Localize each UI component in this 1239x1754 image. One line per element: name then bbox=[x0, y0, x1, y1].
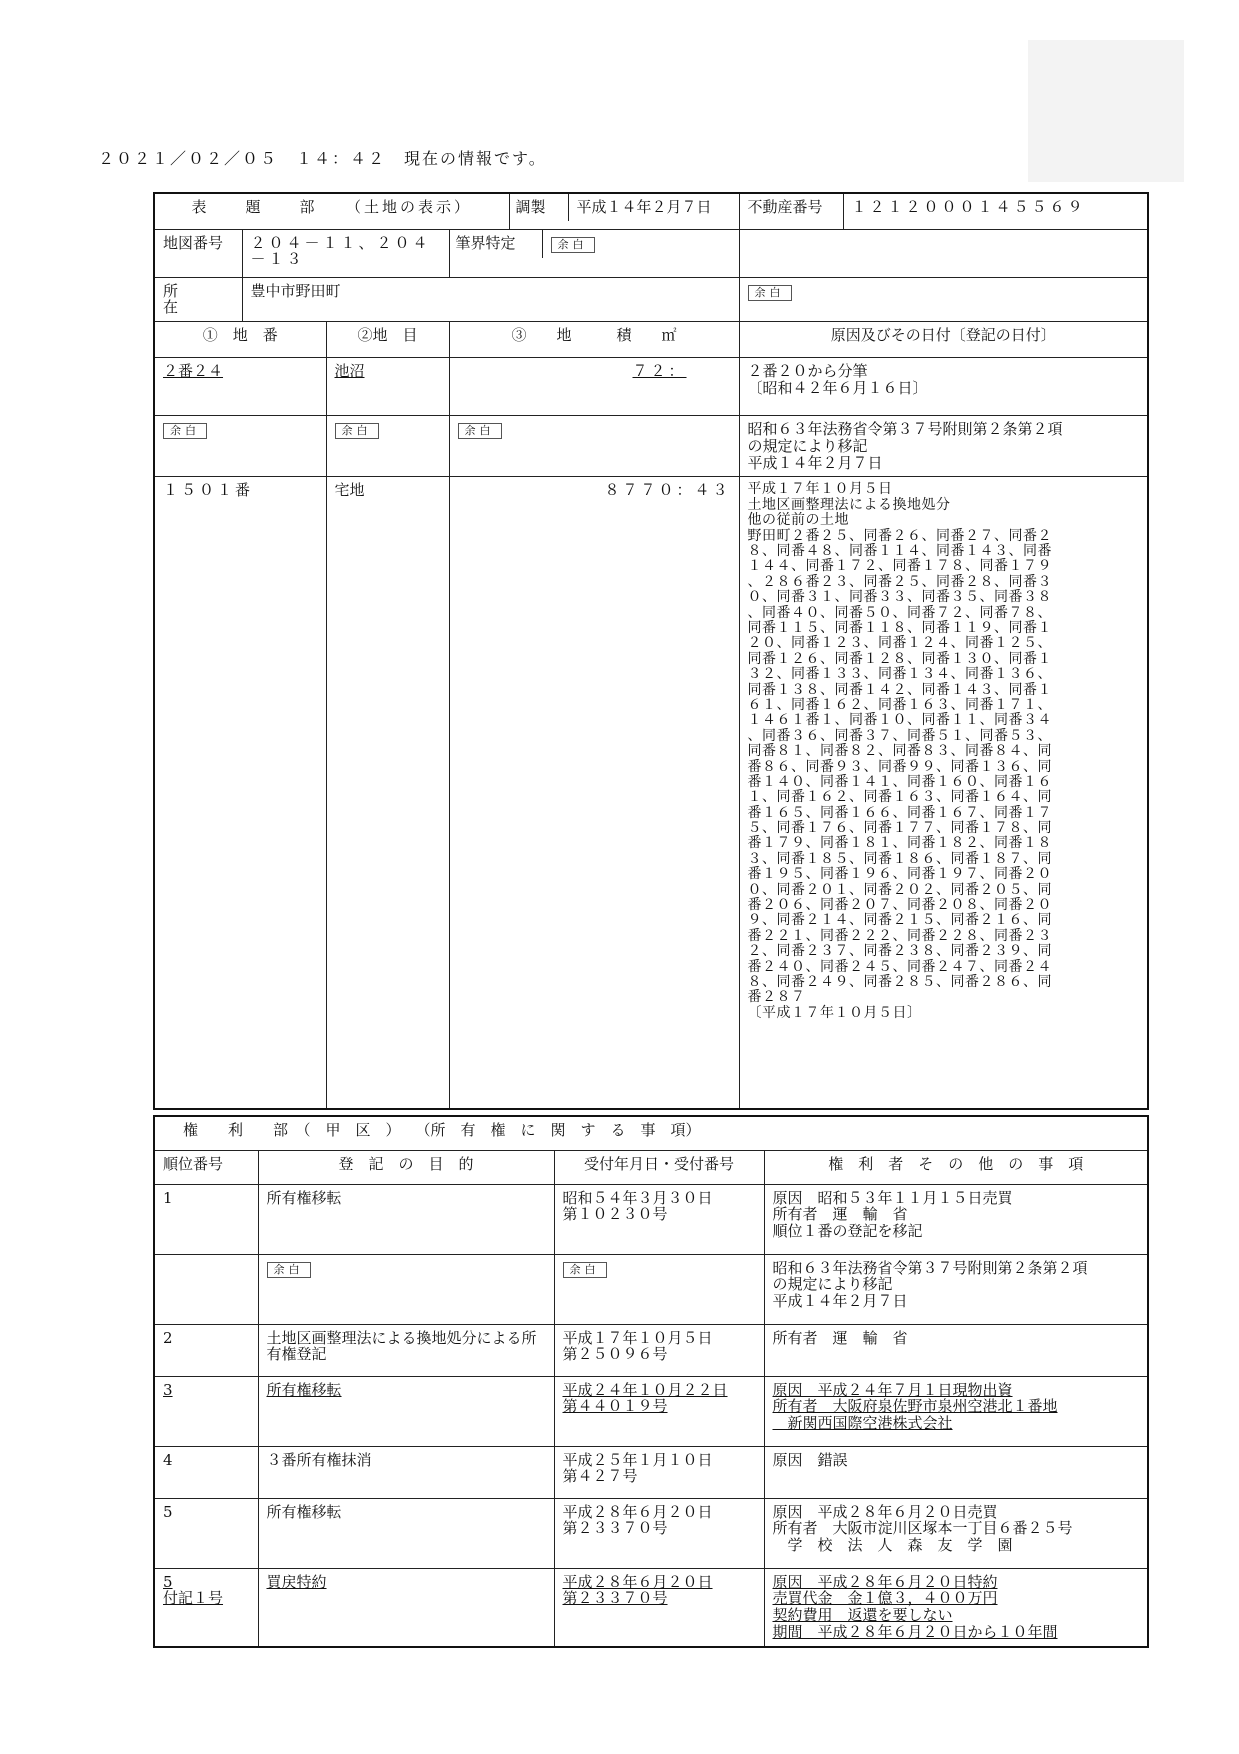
receipt: 平成２８年６月２０日 第２３３７０号 bbox=[554, 1498, 764, 1568]
cause: ２番２０から分筆 〔昭和４２年６月１６日〕 bbox=[739, 358, 1148, 416]
details: 昭和６３年法務省令第３７号附則第２条第２項 の規定により移記 平成１４年２月７日 bbox=[764, 1254, 1148, 1324]
kenri-row bbox=[154, 1324, 1148, 1376]
chiseki: ７２： bbox=[449, 358, 739, 416]
hyodai-row bbox=[154, 477, 1148, 1109]
hyodai-row bbox=[154, 416, 1148, 477]
chizu-blank bbox=[739, 229, 1148, 277]
yohaku-stamp: 余白 bbox=[458, 423, 502, 439]
purpose: 買戻特約 bbox=[258, 1568, 554, 1647]
col-header-details: 権 利 者 そ の 他 の 事 項 bbox=[764, 1150, 1148, 1184]
col-header-rank: 順位番号 bbox=[154, 1150, 258, 1184]
chizu-value: ２０４－１１、２０４－１３ bbox=[242, 229, 449, 277]
yohaku-stamp: 余白 bbox=[563, 1262, 607, 1278]
purpose: 土地区画整理法による換地処分による所有権登記 bbox=[258, 1324, 554, 1376]
chiban: ２番２４ bbox=[154, 358, 326, 416]
chiban: １５０１番 bbox=[154, 477, 326, 1109]
kenri-row bbox=[154, 1498, 1148, 1568]
yohaku-stamp: 余白 bbox=[748, 285, 792, 301]
rank: 2 bbox=[154, 1324, 258, 1376]
info-timestamp-line: ２０２１／０２／０５ １４：４２ 現在の情報です。 bbox=[98, 149, 547, 168]
cause: 昭和６３年法務省令第３７号附則第２条第２項 の規定により移記 平成１４年２月７日 bbox=[739, 416, 1148, 477]
shozai-value: 豊中市野田町 bbox=[242, 277, 739, 322]
yohaku-stamp: 余白 bbox=[163, 423, 207, 439]
details: 原因 昭和５３年１１月１５日売買 所有者 運 輸 省 順位１番の登記を移記 bbox=[764, 1184, 1148, 1254]
receipt: 平成１７年１０月５日 第２５０９６号 bbox=[554, 1324, 764, 1376]
rank: 1 bbox=[154, 1184, 258, 1254]
col-header-receipt: 受付年月日・受付番号 bbox=[554, 1150, 764, 1184]
chizu-label: 地図番号 bbox=[154, 229, 242, 277]
shozai-label: 所 在 bbox=[154, 277, 242, 322]
cause: 平成１７年１０月５日 土地区画整理法による換地処分 他の従前の土地 野田町２番２５、同番２６、同番２７、同番２ ８、同番４８、同番１１４、同番１４３、同番 １４４、同番１７２、同番１７８、同番１７９ 、２８６番２３、同番２５、同番２８、同番３ ０、同番３１、同番３３、同番３５、同番３８ 、同番４０、同番５０、同番７２、同番７８、 同番１１５、同番１１８、同番１１９、同番１ ２０、同番１２３、同番１２４、同番１２５、 同番１２６、同番１２８、同番１３０、同番１ ３２、同番１３３、同番１３４、同番１３６、 同番１３８、同番１４２、同番１４３、同番１ ６１、同番１６２、同番１６３、同番１７１、 １４６１番１、同番１０、同番１１、同番３４ 、同番３６、同番３７、同番５１、同番５３、 同番８１、同番８２、同番８３、同番８４、同 番８６、同番９３、同番９９、同番１３６、同 番１４０、同番１４１、同番１６０、同番１６ １、同番１６２、同番１６３、同番１６４、同 番１６５、同番１６６、同番１６７、同番１７ ５、同番１７６、同番１７７、同番１７８、同 番１７９、同番１８１、同番１８２、同番１８ ３、同番１８５、同番１８６、同番１８７、同 番１９５、同番１９６、同番１９７、同番２０ ０、同番２０１、同番２０２、同番２０５、同 番２０６、同番２０７、同番２０８、同番２０ ９、同番２１４、同番２１５、同番２１６、同 番２２１、同番２２２、同番２２８、同番２３ ２、同番２３７、同番２３８、同番２３９、同 番２４０、同番２４５、同番２４７、同番２４ ８、同番２４９、同番２８５、同番２８６、同 番２８７ 〔平成１７年１０月５日〕 bbox=[739, 477, 1148, 1109]
col-header-chiseki: ③ 地 積 ㎡ bbox=[449, 322, 739, 358]
chosei-label: 調製 bbox=[510, 194, 569, 221]
rank: 5 付記１号 bbox=[154, 1568, 258, 1647]
purpose: ３番所有権抹消 bbox=[258, 1446, 554, 1498]
kenri-table bbox=[153, 1115, 1149, 1648]
details: 所有者 運 輸 省 bbox=[764, 1324, 1148, 1376]
fudosan-number: １２１２０００１４５５６９ bbox=[843, 193, 1148, 229]
kenri-row bbox=[154, 1376, 1148, 1446]
hyodai-row bbox=[154, 358, 1148, 416]
chiseki: ８７７０：４３ bbox=[449, 477, 739, 1109]
col-header-purpose: 登 記 の 目 的 bbox=[258, 1150, 554, 1184]
yohaku-stamp: 余白 bbox=[551, 237, 595, 253]
shozai-yohaku bbox=[739, 277, 1148, 322]
receipt: 昭和５４年３月３０日 第１０２３０号 bbox=[554, 1184, 764, 1254]
hyodai-title: 表 題 部 （土地の表示） bbox=[154, 193, 509, 229]
chosei-date: 平成１４年２月７日 bbox=[576, 198, 712, 216]
details: 原因 平成２８年６月２０日特約 売買代金 金１億３，４００万円 契約費用 返還を要しない 期間 平成２８年６月２０日から１０年間 bbox=[764, 1568, 1148, 1647]
hikkai-cell bbox=[449, 229, 739, 277]
rank: 5 bbox=[154, 1498, 258, 1568]
yohaku-stamp: 余白 bbox=[267, 1262, 311, 1278]
scan-gray-patch bbox=[1028, 40, 1184, 182]
rank: 4 bbox=[154, 1446, 258, 1498]
receipt: 平成２４年１０月２２日 第４４０１９号 bbox=[554, 1376, 764, 1446]
kenri-row bbox=[154, 1254, 1148, 1324]
kenri-title: 権 利 部 （ 甲 区 ） （所 有 権 に 関 す る 事 項） bbox=[154, 1116, 1148, 1150]
chosei-cell bbox=[509, 193, 739, 229]
purpose: 所有権移転 bbox=[258, 1376, 554, 1446]
purpose: 所有権移転 bbox=[258, 1184, 554, 1254]
chimoku: 池沼 bbox=[326, 358, 449, 416]
purpose: 所有権移転 bbox=[258, 1498, 554, 1568]
details: 原因 錯誤 bbox=[764, 1446, 1148, 1498]
rank: 3 bbox=[154, 1376, 258, 1446]
receipt: 平成２５年１月１０日 第４２７号 bbox=[554, 1446, 764, 1498]
col-header-chimoku: ②地 目 bbox=[326, 322, 449, 358]
yohaku-stamp: 余白 bbox=[335, 423, 379, 439]
col-header-cause: 原因及びその日付〔登記の日付〕 bbox=[739, 322, 1148, 358]
col-header-chiban: ① 地 番 bbox=[154, 322, 326, 358]
kenri-row bbox=[154, 1446, 1148, 1498]
details: 原因 平成２８年６月２０日売買 所有者 大阪市淀川区塚本一丁目６番２５号 学 校 法 人 森 友 学 園 bbox=[764, 1498, 1148, 1568]
kenri-row bbox=[154, 1568, 1148, 1647]
receipt: 平成２８年６月２０日 第２３３７０号 bbox=[554, 1568, 764, 1647]
hikkai-label: 筆界特定 bbox=[450, 230, 543, 258]
details: 原因 平成２４年７月１日現物出資 所有者 大阪府泉佐野市泉州空港北１番地 新関西国際空港株式会社 bbox=[764, 1376, 1148, 1446]
kenri-row bbox=[154, 1184, 1148, 1254]
hyodai-table bbox=[153, 192, 1149, 1110]
fudosan-label: 不動産番号 bbox=[739, 193, 843, 229]
chimoku: 宅地 bbox=[326, 477, 449, 1109]
rank bbox=[154, 1254, 258, 1324]
